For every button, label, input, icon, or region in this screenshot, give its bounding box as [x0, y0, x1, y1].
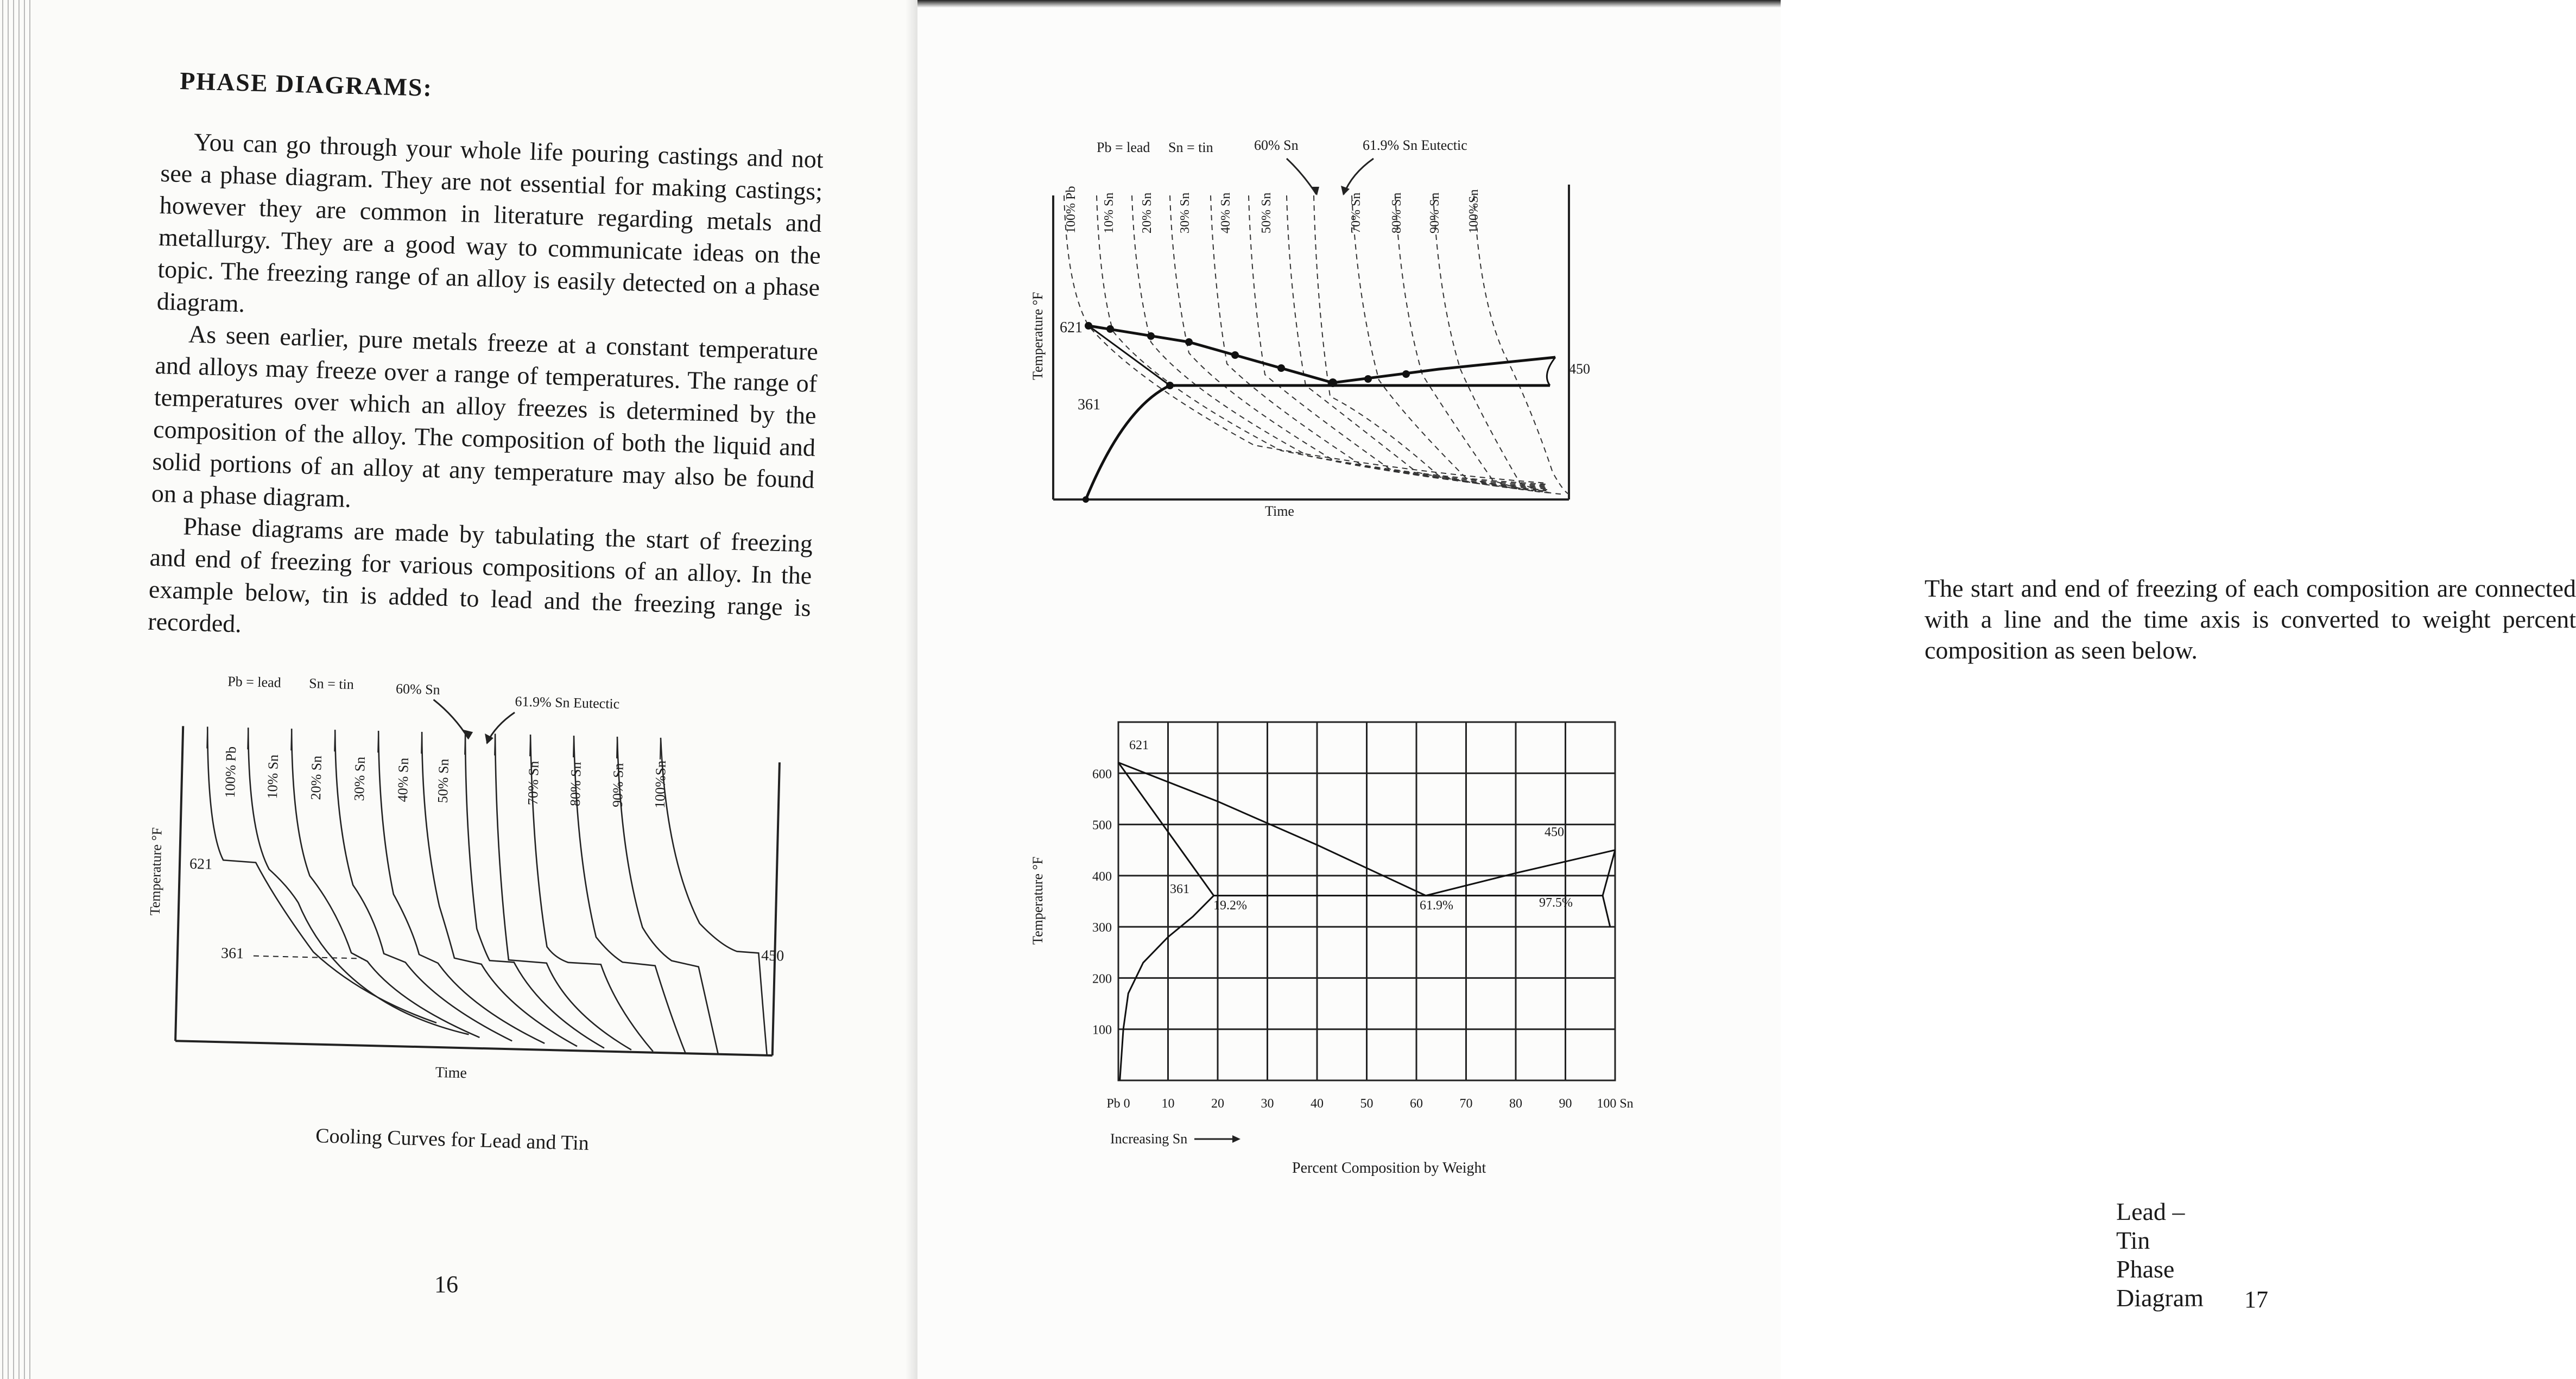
freeze-marker — [1328, 378, 1337, 387]
dashed-curve — [1211, 192, 1547, 488]
eutectic-dash — [254, 956, 362, 959]
x-tick-label: Pb 0 — [1106, 1097, 1130, 1111]
page-heading: PHASE DIAGRAMS: — [179, 66, 433, 102]
curve-label: 80% Sn — [567, 762, 584, 807]
solidus-sn-line — [1547, 357, 1555, 385]
x-axis-label: Time — [435, 1064, 467, 1082]
temp-361: 361 — [220, 945, 244, 963]
x-tick-label: 80 — [1509, 1097, 1522, 1111]
curve-top-ticks — [207, 726, 661, 759]
arrow-60-head — [1311, 187, 1319, 195]
y-tick-label: 200 — [1092, 972, 1112, 986]
freeze-point-markers — [1083, 322, 1410, 503]
phase-diagram-yticks — [1092, 767, 1112, 1037]
legend-pb: Pb = lead — [227, 673, 282, 691]
cooling-curve-80 — [566, 736, 693, 1053]
page-number-left: 16 — [434, 1271, 458, 1298]
right-page — [917, 0, 2576, 1379]
dashed-curve — [1064, 192, 1547, 483]
curve-label: 100% Pb — [1064, 186, 1078, 233]
curve-label: 30% Sn — [351, 756, 368, 801]
freeze-marker — [1402, 370, 1410, 378]
x-axis-label: Time — [1265, 503, 1294, 519]
x-tick-label: 20 — [1211, 1097, 1224, 1111]
legend-pb: Pb = lead — [1097, 140, 1150, 155]
dashed-curve — [1314, 192, 1547, 491]
y-tick-label: 100 — [1092, 1023, 1112, 1038]
y-axis-label: Temperature °F — [1030, 292, 1046, 380]
curve-label: 70% Sn — [1349, 192, 1363, 233]
arrow-60 — [433, 700, 470, 739]
curve-label: 20% Sn — [307, 755, 325, 800]
cooling-curve-70 — [523, 735, 661, 1052]
curve-label: 90% Sn — [609, 763, 626, 808]
curve-label: 50% Sn — [434, 758, 452, 804]
y-tick-label: 600 — [1092, 767, 1112, 782]
x-tick-label: 50 — [1360, 1097, 1374, 1111]
x-tick-label: 100 Sn — [1597, 1097, 1634, 1111]
x-tick-label: 60 — [1410, 1097, 1423, 1111]
x-axis-label: Percent Composition by Weight — [1292, 1160, 1486, 1176]
dashed-curve — [1097, 192, 1547, 484]
cooling-curves-caption: Cooling Curves for Lead and Tin — [315, 1124, 590, 1155]
curve-labels-left — [222, 747, 669, 809]
freeze-marker — [1085, 322, 1092, 330]
x-tick-label: 10 — [1161, 1097, 1175, 1111]
freeze-marker — [1231, 351, 1239, 359]
page-number-right: 17 — [2244, 1286, 2268, 1313]
connection-text: The start and end of freezing of each composition are connected with a line and the time axis is converted to weight percent composition as seen below. — [1925, 574, 2576, 664]
increasing-sn-label: Increasing Sn — [1110, 1131, 1188, 1147]
annotation-621: 621 — [1129, 738, 1149, 752]
cooling-curves-connected-figure — [1026, 125, 1645, 537]
curve-label: 80% Sn — [1390, 192, 1404, 233]
paragraph-1: You can go through your whole life pouring castings and not see a phase diagram. They are not essential for making castings; however they are common in literature regarding metals and metallurgy. They are a good way to communicate ideas on the topic. The freezing range of an alloy is easily detected on a phase diagram. — [156, 128, 824, 318]
intro-text — [148, 125, 824, 656]
curve-label: 40% Sn — [1219, 192, 1233, 233]
left-page — [0, 0, 917, 1379]
phase-diagram-figure — [1021, 706, 1634, 1194]
temp-621: 621 — [1060, 319, 1083, 336]
annotation-19-2: 19.2% — [1213, 899, 1247, 913]
arrow-eutectic-label: 61.9% Sn Eutectic — [515, 693, 620, 712]
curve-label: 100%Sn — [651, 760, 669, 809]
cooling-curves-figure — [136, 673, 820, 1108]
x-tick-label: 30 — [1261, 1097, 1274, 1111]
dashed-curve — [1433, 195, 1561, 494]
freeze-marker — [1277, 364, 1285, 372]
arrow-60-head — [463, 730, 473, 739]
arrow-60 — [1287, 159, 1317, 194]
y-axis-label: Temperature °F — [147, 827, 165, 916]
curve-label: 90% Sn — [1428, 192, 1442, 233]
y-axis — [175, 726, 183, 1041]
cooling-curve-100sn — [653, 738, 775, 1055]
curve-label: 10% Sn — [1102, 192, 1116, 233]
phase-line-solidus-sn-side- — [1603, 850, 1615, 896]
phase-diagram-xticks — [1106, 1097, 1633, 1111]
y-tick-label: 300 — [1092, 921, 1112, 935]
phase-line-solvus-pb-side- — [1120, 896, 1214, 1080]
x-tick-label: 70 — [1459, 1097, 1473, 1111]
temp-361: 361 — [1078, 396, 1100, 413]
solidus-line — [1088, 326, 1170, 385]
page-edges — [0, 0, 43, 1379]
dashed-curve — [1287, 192, 1547, 490]
dashed-curve — [1132, 192, 1547, 485]
x-tick-label: 90 — [1559, 1097, 1572, 1111]
paragraph-3: Phase diagrams are made by tabulating the start of freezing and end of freezing for various compositions of an alloy. In the example below, tin is added to lead and the freezing range is recorded. — [147, 512, 813, 638]
freeze-marker — [1185, 338, 1193, 346]
temp-450: 450 — [1569, 361, 1590, 377]
dashed-curve — [1474, 195, 1569, 494]
paragraph-2: As seen earlier, pure metals freeze at a constant temperature and alloys may freeze over a range of temperatures. The range of temperatures over which an alloy freezes is determined by the composition of the alloy. The composition of both the liquid and solid portions of an alloy at any temperature may also be found on a phase diagram. — [151, 320, 819, 513]
phase-boundary-lines — [1086, 326, 1555, 499]
arrow-eutectic-head — [1341, 186, 1350, 195]
temp-450: 450 — [761, 947, 784, 965]
freeze-marker — [1364, 375, 1372, 383]
y-tick-label: 500 — [1092, 818, 1112, 833]
arrow-60-label: 60% Sn — [395, 680, 440, 698]
curve-label: 40% Sn — [394, 757, 412, 802]
increasing-arrow-head — [1232, 1135, 1240, 1143]
cooling-curves-left — [200, 726, 775, 1055]
arrow-eutectic-label: 61.9% Sn Eutectic — [1363, 137, 1467, 153]
curve-label: 50% Sn — [1259, 192, 1274, 233]
curve-label: 30% Sn — [1178, 192, 1192, 233]
dashed-curve — [1395, 192, 1553, 493]
annotation-97-5: 97.5% — [1539, 896, 1573, 910]
legend-sn: Sn = tin — [308, 675, 355, 693]
curve-label: 10% Sn — [264, 754, 282, 799]
annotation-361: 361 — [1170, 882, 1189, 896]
freeze-marker — [1106, 325, 1114, 333]
curve-label: 20% Sn — [1140, 192, 1154, 233]
temp-621: 621 — [189, 855, 213, 873]
x-tick-label: 40 — [1311, 1097, 1324, 1111]
freeze-marker — [1083, 496, 1089, 503]
curve-label: 70% Sn — [524, 761, 542, 806]
dashed-cooling-curves — [1064, 192, 1569, 494]
legend-sn: Sn = tin — [1168, 140, 1213, 155]
phase-diagram-caption: Lead –Tin Phase Diagram — [2116, 1198, 2204, 1312]
dashed-curve — [1170, 192, 1547, 486]
curve-label: 100% Pb — [222, 746, 239, 798]
freeze-marker — [1166, 382, 1174, 389]
dashed-curve — [1352, 192, 1547, 492]
annotation-450: 450 — [1545, 825, 1564, 839]
y-axis-label: Temperature °F — [1030, 856, 1046, 945]
top-edge-shadow — [917, 0, 1781, 8]
phase-line-solvus-sn-side- — [1603, 896, 1610, 927]
right-axis — [773, 762, 780, 1055]
curve-labels-right — [1064, 186, 1481, 233]
annotation-61-9: 61.9% — [1420, 899, 1453, 913]
y-tick-label: 400 — [1092, 869, 1112, 884]
curve-label: 100%Sn — [1467, 189, 1481, 233]
arrow-60-label: 60% Sn — [1254, 137, 1299, 153]
freeze-marker — [1147, 332, 1155, 340]
